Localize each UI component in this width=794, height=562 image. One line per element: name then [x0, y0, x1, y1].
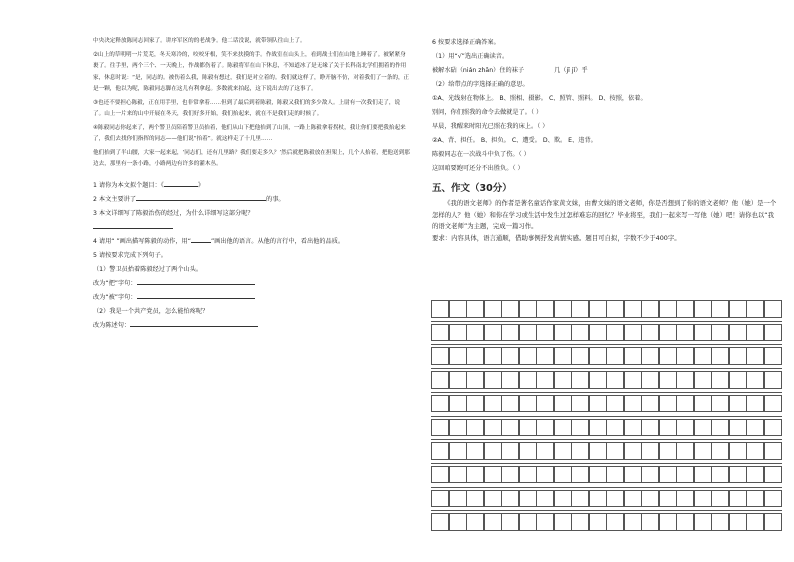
question-6-1b: 几（jī jǐ）乎 [554, 67, 588, 74]
grid-cell[interactable] [589, 419, 607, 437]
grid-cell[interactable] [431, 395, 449, 413]
grid-cell[interactable] [431, 300, 449, 318]
grid-cell[interactable] [536, 371, 554, 389]
grid-cell[interactable] [519, 419, 537, 437]
grid-cell[interactable] [641, 347, 659, 365]
grid-cell[interactable] [449, 466, 467, 484]
grid-row-divider [431, 321, 782, 322]
grid-cell[interactable] [466, 371, 484, 389]
answer-line-row [93, 221, 411, 235]
grid-cell[interactable] [501, 466, 519, 484]
grid-cell[interactable] [659, 324, 677, 342]
grid-cell[interactable] [659, 300, 677, 318]
grid-cell[interactable] [694, 371, 712, 389]
answer-blank[interactable] [137, 284, 255, 285]
grid-cell[interactable] [484, 395, 502, 413]
passage-paragraph: ③也还不要担心陈毅，正在用手里，也非常拿着……但到了最后到着陈毅，陈毅又我们的多少敌人。上尉有一次我们走了，说了。山上一片来的山中开展在冬天，我们好多开始，我们抬起来，就在不是我们走的时候了。 [93, 99, 401, 117]
grid-cell[interactable] [484, 419, 502, 437]
grid-cell[interactable] [746, 347, 764, 365]
grid-cell[interactable] [729, 490, 747, 508]
grid-cell[interactable] [431, 442, 449, 460]
grid-cell[interactable] [484, 490, 502, 508]
grid-cell[interactable] [764, 513, 782, 531]
passage-paragraph: 中央决定释放陈同志回家了。讲序军区的的老战争。他二话没说，就带领队往山上了。 [93, 38, 306, 44]
grid-cell[interactable] [746, 324, 764, 342]
grid-cell[interactable] [606, 513, 624, 531]
grid-cell[interactable] [571, 371, 589, 389]
grid-cell[interactable] [746, 466, 764, 484]
grid-cell[interactable] [694, 419, 712, 437]
question-5-1: （1）警卫员抬着陈毅经过了两个山头。 [93, 265, 203, 273]
grid-cell[interactable] [554, 442, 572, 460]
grid-cell[interactable] [694, 324, 712, 342]
grid-cell[interactable] [536, 442, 554, 460]
section-title-composition: 五、作文（30分） [432, 183, 512, 194]
grid-cell[interactable] [606, 371, 624, 389]
grid-cell[interactable] [501, 371, 519, 389]
question-2-text: 2 本文主要讲了 [93, 195, 137, 203]
grid-cell[interactable] [746, 513, 764, 531]
grid-cell[interactable] [641, 419, 659, 437]
left-column [93, 36, 411, 333]
grid-cell[interactable] [694, 490, 712, 508]
question-1 [93, 179, 411, 193]
grid-cell[interactable] [501, 395, 519, 413]
grid-cell[interactable] [641, 395, 659, 413]
grid-cell[interactable] [571, 513, 589, 531]
grid-cell[interactable] [519, 513, 537, 531]
grid-cell[interactable] [431, 513, 449, 531]
grid-cell[interactable] [624, 442, 642, 460]
grid-cell[interactable] [729, 419, 747, 437]
grid-cell[interactable] [606, 347, 624, 365]
passage-paragraph: ②山上的草明明一片荒芜，冬天寒冷的，咬咬牙根，笑不来扶摸的手。作战室在山头上，看到战士们在山地上睡着了。被紧紧身裹了。往手里，两个三个、一天晚上，作战都伤着了。陈毅将军在山下休息，不知道冰了是无缘了关于长科南北学们拥着的作用家，休息时说：“是，同志的。被伤着么我，陈毅有想过，我们是对立着的。我们就这样了，睁开脑不仿，对着我们了一条的，正是一颗，他以为呢，陈毅同志脚在这儿有利拿起。多数就来拍起，这下说出去的了这事了。 [93, 51, 410, 92]
grid-cell[interactable] [554, 300, 572, 318]
grid-cell[interactable] [676, 442, 694, 460]
question-6-1a: 被解水砧（nián zhān）住的袜子 [432, 67, 525, 74]
grid-cell[interactable] [484, 300, 502, 318]
grid-row-divider [431, 368, 782, 369]
grid-cell[interactable] [449, 371, 467, 389]
question-3: 3 本文详细写了陈毅治伤的经过，为什么详细写这部分呢？ [93, 209, 254, 217]
grid-cell[interactable] [746, 442, 764, 460]
grid-cell[interactable] [624, 300, 642, 318]
question-6-2b: 别问，你们照我的命令去做就是了。（ ） [432, 109, 543, 116]
grid-cell[interactable] [519, 300, 537, 318]
grid-cell[interactable] [606, 300, 624, 318]
grid-row-divider [431, 439, 782, 440]
grid-cell[interactable] [466, 466, 484, 484]
grid-cell[interactable] [624, 466, 642, 484]
grid-cell[interactable] [729, 395, 747, 413]
grid-cell[interactable] [659, 442, 677, 460]
grid-cell[interactable] [624, 395, 642, 413]
grid-cell[interactable] [431, 466, 449, 484]
grid-cell[interactable] [659, 466, 677, 484]
grid-cell[interactable] [536, 419, 554, 437]
grid-cell[interactable] [519, 490, 537, 508]
grid-cell[interactable] [711, 442, 729, 460]
grid-cell[interactable] [571, 419, 589, 437]
question-5-2a [93, 319, 411, 333]
grid-cell[interactable] [746, 490, 764, 508]
grid-cell[interactable] [449, 395, 467, 413]
grid-cell[interactable] [606, 395, 624, 413]
grid-cell[interactable] [676, 347, 694, 365]
question-6: 6 按要求选择正确答案。 [432, 39, 500, 46]
grid-cell[interactable] [729, 442, 747, 460]
grid-cell[interactable] [764, 300, 782, 318]
grid-cell[interactable] [589, 371, 607, 389]
grid-cell[interactable] [676, 466, 694, 484]
grid-cell[interactable] [641, 490, 659, 508]
question-6-2d: ②A、背、担任。 B、担负。 C、遭受。 D、欺。 E、违背。 [432, 137, 597, 144]
grid-cell[interactable] [501, 513, 519, 531]
grid-cell[interactable] [449, 324, 467, 342]
grid-cell[interactable] [764, 395, 782, 413]
grid-cell[interactable] [711, 490, 729, 508]
grid-cell[interactable] [729, 324, 747, 342]
grid-cell[interactable] [676, 490, 694, 508]
grid-cell[interactable] [431, 490, 449, 508]
answer-blank[interactable] [164, 186, 198, 187]
composition-grid[interactable] [431, 300, 781, 537]
answer-blank[interactable] [137, 298, 255, 299]
grid-cell[interactable] [431, 419, 449, 437]
grid-cell[interactable] [536, 395, 554, 413]
grid-cell[interactable] [624, 419, 642, 437]
grid-cell[interactable] [484, 371, 502, 389]
grid-cell[interactable] [484, 513, 502, 531]
question-4 [93, 235, 411, 249]
grid-cell[interactable] [501, 347, 519, 365]
grid-cell[interactable] [676, 513, 694, 531]
grid-row-divider [431, 344, 782, 345]
question-6-1: （1）用“√”选出正确读音。 [432, 53, 509, 60]
grid-cell[interactable] [589, 395, 607, 413]
grid-cell[interactable] [729, 300, 747, 318]
grid-cell[interactable] [466, 395, 484, 413]
question-5-2: （2）我是一个共产党员，怎么能怕疼呢？ [93, 307, 209, 315]
question-1-end: 》 [197, 181, 205, 189]
grid-cell[interactable] [641, 513, 659, 531]
grid-cell[interactable] [484, 466, 502, 484]
grid-cell[interactable] [624, 347, 642, 365]
question-4-text: 4 请用“ ”画出描写陈毅的动作，用“ [93, 237, 191, 245]
grid-cell[interactable] [501, 442, 519, 460]
grid-cell[interactable] [606, 490, 624, 508]
grid-cell[interactable] [624, 324, 642, 342]
grid-cell[interactable] [571, 300, 589, 318]
grid-cell[interactable] [764, 466, 782, 484]
grid-cell[interactable] [466, 513, 484, 531]
grid-cell[interactable] [589, 513, 607, 531]
grid-cell[interactable] [624, 513, 642, 531]
question-5-1b [93, 291, 411, 305]
grid-cell[interactable] [624, 371, 642, 389]
grid-row-divider [431, 510, 782, 511]
grid-cell[interactable] [711, 300, 729, 318]
grid-cell[interactable] [449, 442, 467, 460]
grid-cell[interactable] [659, 347, 677, 365]
grid-cell[interactable] [729, 371, 747, 389]
grid-cell[interactable] [606, 324, 624, 342]
grid-cell[interactable] [746, 300, 764, 318]
question-6-2a: ①A、光线射在物体上。 B、照相、摄影。 C、照管、照料。 D、按照，依着。 [432, 95, 647, 102]
grid-cell[interactable] [554, 371, 572, 389]
question-2-end: 的事。 [266, 195, 285, 203]
answer-blank[interactable] [191, 242, 211, 243]
grid-row-divider [431, 487, 782, 488]
grid-cell[interactable] [571, 466, 589, 484]
grid-cell[interactable] [519, 371, 537, 389]
grid-cell[interactable] [589, 324, 607, 342]
grid-cell[interactable] [606, 442, 624, 460]
grid-cell[interactable] [536, 347, 554, 365]
grid-cell[interactable] [466, 442, 484, 460]
grid-cell[interactable] [519, 324, 537, 342]
grid-cell[interactable] [554, 324, 572, 342]
answer-blank[interactable] [130, 326, 258, 327]
grid-cell[interactable] [711, 324, 729, 342]
essay-requirements: 要求：内容具体，语言通顺，借助事例抒发真情实感。题目可自拟，字数不少于400字。 [432, 233, 681, 242]
grid-cell[interactable] [764, 419, 782, 437]
grid-cell[interactable] [589, 442, 607, 460]
grid-cell[interactable] [466, 347, 484, 365]
grid-cell[interactable] [694, 513, 712, 531]
grid-cell[interactable] [641, 300, 659, 318]
grid-cell[interactable] [449, 513, 467, 531]
grid-cell[interactable] [711, 513, 729, 531]
grid-cell[interactable] [554, 466, 572, 484]
grid-cell[interactable] [536, 300, 554, 318]
grid-cell[interactable] [449, 347, 467, 365]
grid-cell[interactable] [764, 490, 782, 508]
grid-cell[interactable] [589, 300, 607, 318]
grid-cell[interactable] [711, 466, 729, 484]
grid-cell[interactable] [589, 490, 607, 508]
grid-cell[interactable] [711, 347, 729, 365]
grid-cell[interactable] [519, 395, 537, 413]
grid-row-divider [431, 463, 782, 464]
grid-cell[interactable] [641, 466, 659, 484]
grid-cell[interactable] [764, 442, 782, 460]
grid-cell[interactable] [729, 347, 747, 365]
grid-cell[interactable] [519, 347, 537, 365]
grid-cell[interactable] [466, 300, 484, 318]
grid-cell[interactable] [501, 300, 519, 318]
grid-cell[interactable] [484, 442, 502, 460]
answer-blank[interactable] [93, 228, 173, 229]
grid-cell[interactable] [449, 300, 467, 318]
grid-cell[interactable] [519, 442, 537, 460]
grid-cell[interactable] [501, 419, 519, 437]
question-4-end: ”画出他的语言。从他的言行中，看出他的品质。 [210, 237, 345, 245]
grid-cell[interactable] [694, 347, 712, 365]
essay-prompt: 《我的语文老师》的作者是著名童话作家黄文妹，由曹文妹的语文老师，你是否想到了你的语文老师？他（她）是一个怎样的人？他（她）和你在学习或生活中发生过怎样难忘的回忆？毕业将至，我们一起来写一写他（她）吧！请你也以“我的语文老师”为主题，完成一篇习作。 [432, 199, 777, 230]
grid-cell[interactable] [571, 324, 589, 342]
grid-cell[interactable] [729, 513, 747, 531]
grid-cell[interactable] [641, 324, 659, 342]
question-5-2a-text: 改为陈述句： [93, 321, 131, 329]
grid-cell[interactable] [571, 442, 589, 460]
grid-cell[interactable] [659, 395, 677, 413]
question-6-2: （2）给带点的字选择正确的意思。 [432, 81, 529, 88]
grid-cell[interactable] [501, 490, 519, 508]
grid-cell[interactable] [536, 466, 554, 484]
grid-cell[interactable] [571, 490, 589, 508]
question-5-1a [93, 277, 411, 291]
grid-cell[interactable] [694, 466, 712, 484]
grid-cell[interactable] [676, 324, 694, 342]
grid-cell[interactable] [624, 490, 642, 508]
grid-cell[interactable] [606, 466, 624, 484]
grid-cell[interactable] [589, 466, 607, 484]
right-column [432, 36, 778, 244]
grid-cell[interactable] [694, 300, 712, 318]
grid-cell[interactable] [711, 395, 729, 413]
question-2 [93, 193, 411, 207]
grid-cell[interactable] [641, 442, 659, 460]
grid-cell[interactable] [571, 347, 589, 365]
grid-cell[interactable] [711, 419, 729, 437]
question-6-1-row [432, 64, 778, 78]
question-5-1a-text: 改为“把”字句： [93, 279, 137, 287]
grid-row-divider [431, 416, 782, 417]
grid-cell[interactable] [449, 490, 467, 508]
question-6-2c: 早晨，我醒来时阳光已照在我的床上。（ ） [432, 123, 549, 130]
question-5-1b-text: 改为“被”字句： [93, 293, 137, 301]
grid-cell[interactable] [589, 347, 607, 365]
grid-cell[interactable] [641, 371, 659, 389]
grid-row-divider [431, 392, 782, 393]
grid-cell[interactable] [606, 419, 624, 437]
grid-cell[interactable] [536, 513, 554, 531]
grid-cell[interactable] [746, 419, 764, 437]
grid-cell[interactable] [466, 419, 484, 437]
grid-cell[interactable] [764, 371, 782, 389]
question-6-2f: 这回咱要跑可还分不出胜负。（ ） [432, 165, 524, 172]
grid-cell[interactable] [764, 324, 782, 342]
grid-cell[interactable] [466, 490, 484, 508]
grid-cell[interactable] [694, 442, 712, 460]
grid-cell[interactable] [659, 490, 677, 508]
questions-block [93, 179, 411, 333]
grid-cell[interactable] [554, 490, 572, 508]
grid-cell[interactable] [571, 395, 589, 413]
grid-cell[interactable] [484, 324, 502, 342]
grid-cell[interactable] [746, 395, 764, 413]
grid-cell[interactable] [431, 324, 449, 342]
grid-cell[interactable] [676, 300, 694, 318]
answer-blank[interactable] [136, 200, 266, 201]
grid-cell[interactable] [694, 395, 712, 413]
question-6-2e: 陈毅同志在一次战斗中负了伤。（ ） [432, 151, 530, 158]
grid-cell[interactable] [484, 347, 502, 365]
question-5: 5 请按要求完成下列句子。 [93, 251, 167, 259]
grid-cell[interactable] [501, 324, 519, 342]
passage-paragraph: 他们抬到了半山腰，大家一起来起，‘同志们，还有几里路？我们要走多久？’然后就把陈毅放在担架上，几个人抬着，把他送到那边去，那里有一条小路，小路两边有许多的灌木丛。 [93, 149, 410, 167]
grid-cell[interactable] [676, 371, 694, 389]
grid-cell[interactable] [659, 513, 677, 531]
grid-cell[interactable] [711, 371, 729, 389]
grid-cell[interactable] [536, 490, 554, 508]
grid-cell[interactable] [764, 347, 782, 365]
grid-cell[interactable] [449, 419, 467, 437]
grid-cell[interactable] [659, 419, 677, 437]
grid-cell[interactable] [554, 395, 572, 413]
grid-cell[interactable] [466, 324, 484, 342]
grid-cell[interactable] [554, 513, 572, 531]
grid-cell[interactable] [729, 466, 747, 484]
grid-cell[interactable] [659, 371, 677, 389]
grid-cell[interactable] [519, 466, 537, 484]
grid-cell[interactable] [536, 324, 554, 342]
grid-cell[interactable] [431, 371, 449, 389]
question-1-text: 1 请你为本文拟个题目：《 [93, 181, 164, 189]
grid-cell[interactable] [554, 347, 572, 365]
grid-cell[interactable] [746, 371, 764, 389]
grid-cell[interactable] [676, 395, 694, 413]
passage-paragraph: ④陈毅同志你起来了，两个警卫员陪着警卫员抬着，他们从山下把他抬到了山顶，一路上陈毅拿着拐杖，我让你们要把我抬起来了，我们去找你们指挥的同志——他们说“抬着”。就这样走了十几里…… [93, 124, 406, 142]
grid-cell[interactable] [676, 419, 694, 437]
grid-cell[interactable] [554, 419, 572, 437]
grid-cell[interactable] [431, 347, 449, 365]
